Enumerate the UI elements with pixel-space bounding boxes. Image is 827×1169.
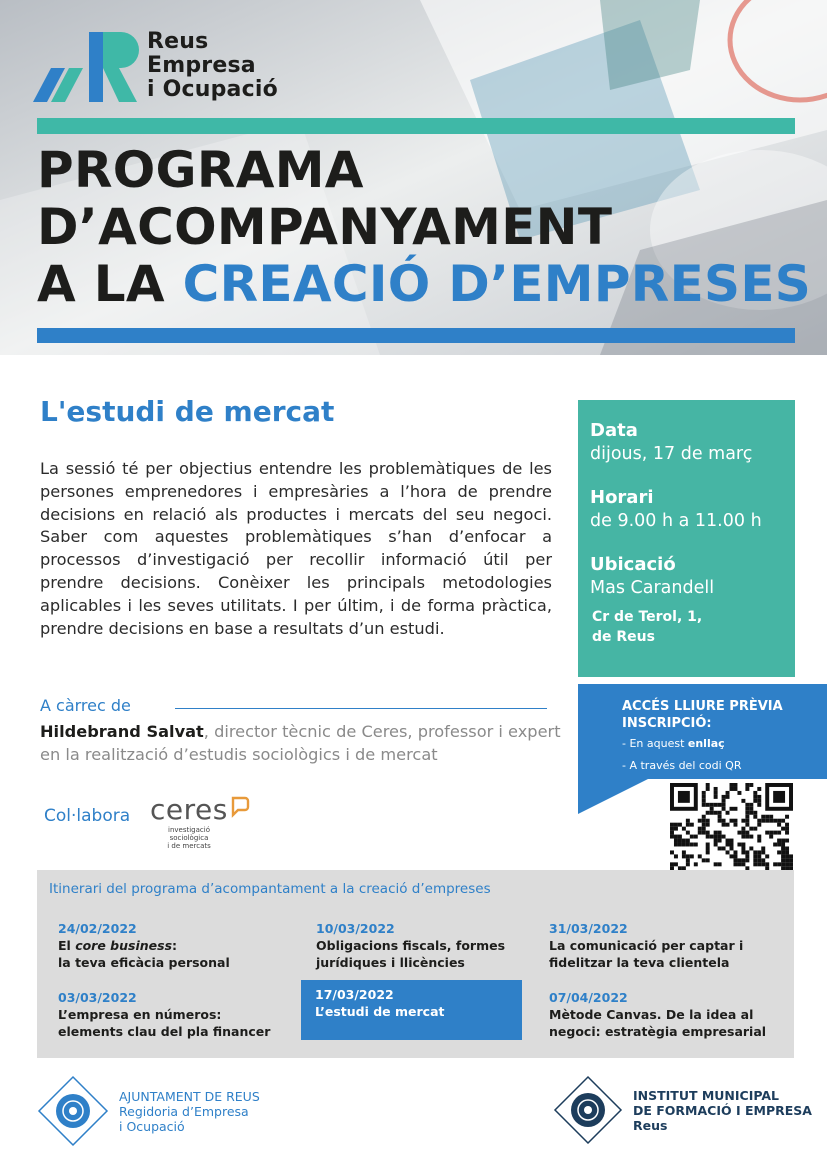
brand-name-line: Reus [147,29,209,54]
date-label: Data [590,420,638,441]
itinerary-event [58,920,230,971]
speech-bubble-icon [230,796,250,818]
reus-empresa-logo-icon [33,30,141,106]
brand-name-line: i Ocupació [147,77,278,102]
footer-line: AJUNTAMENT DE REUS [119,1088,260,1104]
access-heading [622,698,783,732]
event-info-box [578,400,795,677]
program-title [37,142,811,313]
ceres-sub-line: i de mercats [167,842,211,850]
event-text-line: elements clau del pla financer [58,1024,271,1039]
event-text-line: negoci: estratègia empresarial [549,1024,767,1039]
registration-link[interactable]: enllaç [687,737,725,750]
title-line-3-accent: CREACIÓ D’EMPRESES [182,255,812,313]
address-line: Cr de Terol, 1, [592,609,703,625]
speaker-bio: , director tècnic de Ceres, professor i expert en la realització d’estudis sociològics i de mercat [40,722,561,764]
session-title: L'estudi de mercat [40,395,335,428]
event-text-line: jurídiques i llicències [316,955,465,970]
ajuntament-logo [37,1075,260,1147]
institut-text [633,1088,812,1133]
speaker-info [40,720,570,766]
session-description: La sessió té per objectius entendre les problemàtiques de les persones emprenedores i empresàries a l’hora de prendre decisions en relació als productes i mercats del seu negoci. Saber com aquestes problemàtiques s’han d’enfocar a processos d’investigació per recollir informació útil per prendre decisions. Conèixer les principals metodologies aplicables i les seves utilitats. I per últim, i de forma pràctica, prendre decisions en base a resultats d’un estudi. [40,459,552,638]
event-text-em: core business [75,938,173,953]
ajuntament-text [119,1089,260,1134]
title-line-2: D’ACOMPANYAMENT [37,198,613,256]
collab-label: Col·labora [44,806,131,826]
time-label: Horari [590,487,654,508]
itinerary-panel [37,870,794,1058]
brand-name [147,30,278,102]
speaker-label-underline [175,708,547,709]
event-text: : [172,938,178,953]
access-item-link[interactable] [622,734,783,754]
ajuntament-seal-icon [37,1075,109,1147]
brand-name-line: Empresa [147,53,256,78]
speaker-label: A càrrec de [40,696,131,715]
institut-logo [553,1075,812,1145]
brand-logo [33,30,278,106]
event-date: 03/03/2022 [58,990,137,1005]
ceres-logo-word: ceres [150,793,228,826]
institut-seal-icon [553,1075,623,1145]
event-text-line: Mètode Canvas. De la idea al [549,1007,754,1022]
itinerary-event [316,920,505,971]
event-date: 24/02/2022 [58,921,137,936]
access-heading-line: ACCÉS LLIURE PRÈVIA [622,699,783,714]
itinerary-event-current [301,980,522,1040]
itinerary-event [58,989,270,1040]
footer-line: Regidoria d’Empresa [119,1103,249,1119]
footer-line: Reus [633,1117,668,1133]
event-date: 17/03/2022 [315,987,394,1002]
header-banner [0,0,827,355]
event-text-line: L’empresa en números: [58,1007,222,1022]
footer-line: INSTITUT MUNICIPAL [633,1087,780,1103]
access-item-prefix: - En aquest [622,737,688,750]
time-value: de 9.00 h a 11.00 h [590,511,762,531]
teal-divider [37,118,795,134]
title-line-1: PROGRAMA [37,141,364,199]
event-text-line: Obligacions fiscals, formes [316,938,506,953]
ceres-logo [150,793,228,850]
itinerary-event [549,989,766,1040]
place-value: Mas Carandell [590,578,715,598]
ceres-sub-line: investigació sociològica [168,826,210,842]
speaker-name: Hildebrand Salvat [40,722,204,741]
address-line: de Reus [592,629,655,645]
footer-line: DE FORMACIÓ I EMPRESA [633,1102,812,1118]
event-date: 31/03/2022 [549,921,628,936]
event-date: 10/03/2022 [316,921,395,936]
address [592,607,783,647]
footer-line: i Ocupació [119,1118,185,1134]
place-label: Ubicació [590,554,676,575]
event-text-line [58,937,230,954]
title-line-3-prefix: A LA [37,255,183,313]
event-text-line: L’estudi de mercat [315,1004,445,1019]
title-line-3 [37,256,811,313]
itinerary-title: Itinerari del programa d’acompantament a la creació d’empreses [49,881,491,897]
event-text-line: La comunicació per captar i [549,938,744,953]
access-heading-line: INSCRIPCIÓ: [622,716,712,731]
blue-divider [37,328,795,343]
event-date: 07/04/2022 [549,990,628,1005]
date-value: dijous, 17 de març [590,444,753,464]
access-text [622,698,783,776]
event-text-line: la teva eficàcia personal [58,955,230,970]
ceres-logo-subtitle [150,826,228,850]
event-text: El [58,938,76,953]
access-item-qr: - A través del codi QR [622,759,742,772]
itinerary-event [549,920,743,971]
event-text-line: fidelitzar la teva clientela [549,955,730,970]
